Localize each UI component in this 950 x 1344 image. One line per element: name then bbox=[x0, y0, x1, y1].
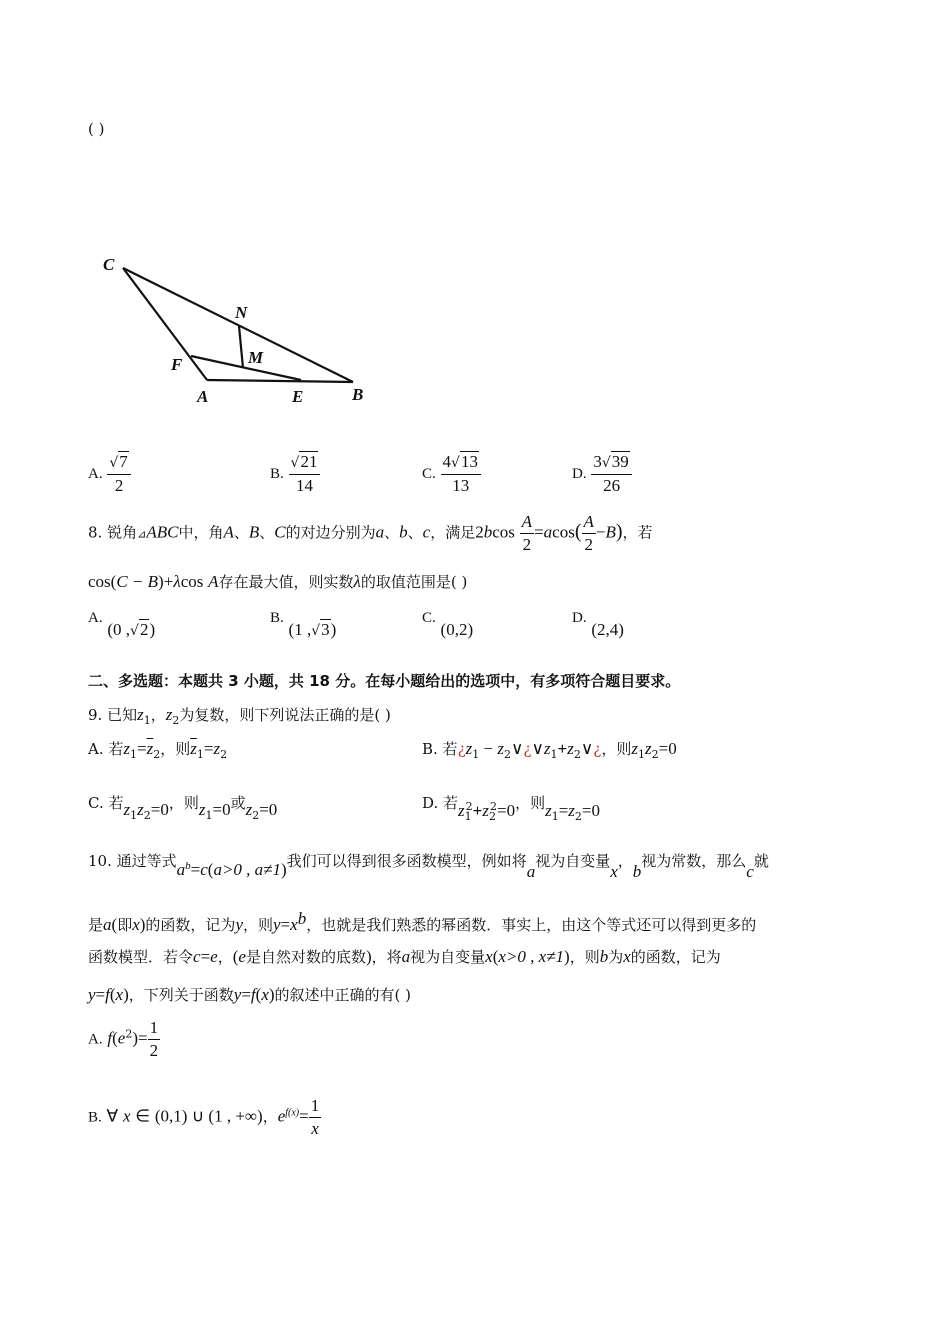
q10-line1: 10. 通过等式$a^b=c(a>0$ , a≠1)我们可以得到很多函数模型，例如将a视为自变量x，b视为常数，那么c就 bbox=[88, 852, 769, 881]
radicand: 7 bbox=[119, 452, 128, 471]
option-label: D. bbox=[572, 466, 587, 482]
q10-option-a: A. $f(e^2)=$ $\frac{1}{2}$ bbox=[88, 1018, 159, 1060]
q8-option-c: C. (0,2) bbox=[422, 610, 474, 639]
label-n: N bbox=[235, 303, 248, 322]
option-label: C. bbox=[422, 466, 436, 482]
q8-option-a: A. (0 ,√2) bbox=[88, 610, 156, 639]
q7-option-b: B. $\frac{√21}{14}$ bbox=[270, 452, 320, 496]
q9-option-a: A. 若$z_1=\overline{z}_2$，则$\overline{z}_1=z_2$ bbox=[88, 739, 228, 761]
q9-option-b: B. 若¿$z_1$ − $z_2\vee¿\vee z_1+z_2\vee¿$，则$z_1z_2=0$ bbox=[422, 739, 677, 761]
q7-option-c: C. $\frac{4√13}{13}$ bbox=[422, 452, 481, 496]
q9-stem: 9. 已知$z_1$，$z_2$为复数，则下列说法正确的是( ) bbox=[88, 705, 391, 727]
q8-stem-line1: 8. 锐角⊿ABC中，角A、B、C的对边分别为a、b、c，满足2bcos $\frac{A}{2}$ =acos( $\frac{A}{2}$ −B)，若 bbox=[88, 512, 653, 554]
q8-option-d: D. (2,4) bbox=[572, 610, 624, 639]
segment-fm bbox=[191, 356, 301, 380]
label-e: E bbox=[292, 387, 304, 406]
label-c: C bbox=[103, 255, 115, 274]
segment-ab bbox=[207, 380, 353, 382]
triangle-figure bbox=[95, 250, 375, 410]
option-label: B. bbox=[270, 466, 284, 482]
q8-option-b: B. (1 ,√3) bbox=[270, 610, 337, 639]
answer-paren: ( ) bbox=[88, 120, 105, 138]
radicand: 13 bbox=[460, 452, 478, 471]
label-b: B bbox=[352, 385, 364, 404]
q7-option-a: A. $\frac{√7}{2}$ bbox=[88, 452, 131, 496]
q7-option-d: D. $\frac{3√39}{26}$ bbox=[572, 452, 632, 496]
radicand: 21 bbox=[300, 452, 318, 471]
q10-option-b: B. ∀ x ∈ (0,1) ∪ (1 , +∞)，$e^{f(x)}=$ $\frac{1}{x}$ bbox=[88, 1096, 320, 1138]
q9-option-d: D. 若$z_1^2+z_2^2=0$，则$z_1=z_2=0$ bbox=[422, 794, 601, 823]
q10-line2: 是a(即x)的函数，记为y，则$y=x^b$，也就是我们熟悉的幂函数．事实上，由这个等式还可以得到更多的 bbox=[88, 909, 757, 934]
segment-cb bbox=[123, 268, 353, 382]
label-f: F bbox=[171, 355, 183, 374]
label-m: M bbox=[248, 348, 264, 367]
q9-option-c: C. 若$z_1z_2=0$，则$z_1=0$或$z_2=0$ bbox=[88, 794, 278, 822]
option-label: A. bbox=[88, 466, 103, 482]
label-a: A bbox=[197, 387, 209, 406]
section-heading: 二、多选题：本题共 3 小题，共 18 分。在每小题给出的选项中，有多项符合题目要求。 bbox=[88, 672, 681, 690]
segment-ca bbox=[123, 268, 207, 380]
segment-nm bbox=[239, 326, 243, 368]
q8-stem-line2: cos(C − B)+λcos A存在最大值，则实数λ的取值范围是( ) bbox=[88, 572, 468, 591]
q10-line3: 函数模型．若令c=e，(e是自然对数的底数)，将a视为自变量x(x>0 , x≠1)，则b为x的函数，记为 bbox=[88, 947, 721, 966]
q10-line4: y=f(x)，下列关于函数y=f(x)的叙述中正确的有( ) bbox=[88, 985, 412, 1004]
radicand: 39 bbox=[611, 452, 629, 471]
